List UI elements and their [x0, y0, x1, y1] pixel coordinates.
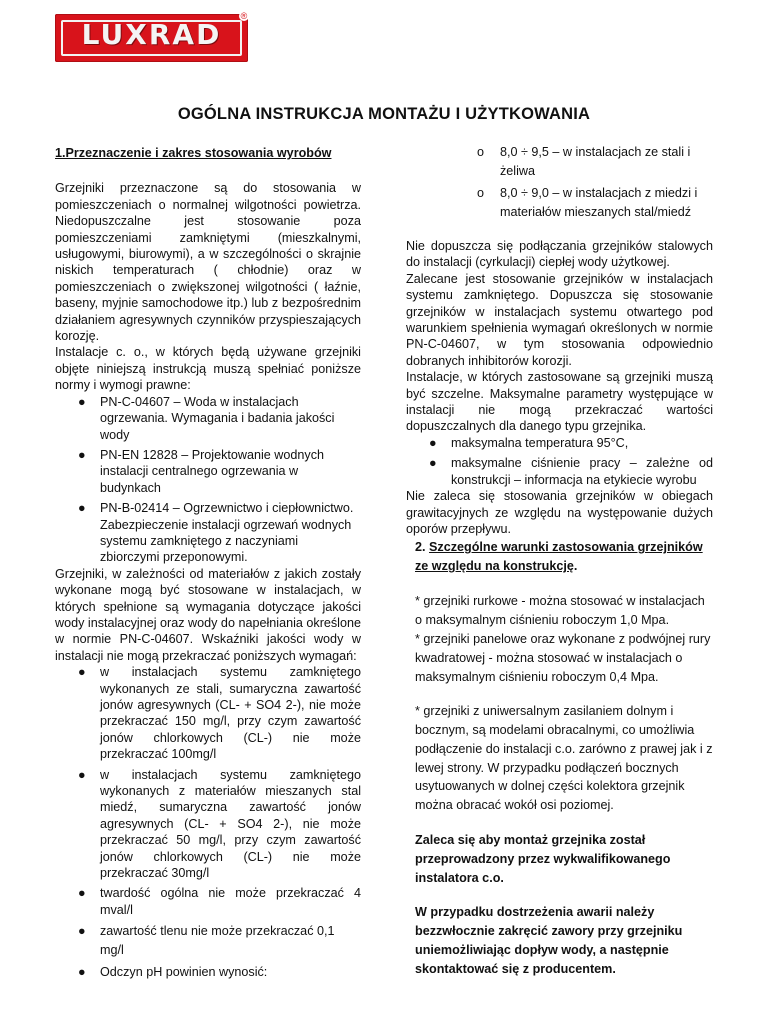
bullet-icon: ● [78, 886, 86, 901]
list-item: ● PN-C-04607 – Woda w instalacjach ogrzewania. Wymagania i badania jakości wody [78, 394, 335, 442]
dhw-paragraph: Nie dopuszcza się podłączania grzejników stalowych do instalacji (cyrkulacji) ciepłej wody użytkowej. [406, 239, 713, 270]
water-quality-paragraph: Grzejniki, w zależności od materiałów z jakich zostały wykonane mogą być stosowane w instalacjach, w których spełnione są wymagania dotyczące jakości wody instalacyjnej oraz wody do napełniania określone w normie PN-C-04607. Wskaźniki jakości wody w instalacji nie mogą przekraczać poniższych wymagań: [55, 566, 361, 663]
bullet-icon: ● [78, 447, 86, 462]
list-item: o 8,0 ÷ 9,5 – w instalacjach ze stali i żeliwa [477, 145, 691, 178]
luxrad-logo [55, 11, 248, 62]
registered-mark: ® [240, 11, 248, 21]
list-item: ● Odczyn pH powinien wynosić: [78, 965, 268, 980]
note-tubular: * grzejniki rurkowe - można stosować w instalacjach o maksymalnym ciśnieniu roboczym 1,0 Mpa. [415, 594, 705, 628]
left-column [55, 145, 361, 981]
norms-list [55, 394, 361, 566]
bullet-icon: ● [429, 435, 437, 450]
bullet-icon: ● [78, 665, 86, 680]
ph-list [405, 143, 713, 222]
bullet-icon: ● [78, 924, 86, 939]
section-2-heading: 2. Szczególne warunki zastosowania grzejników ze względu na konstrukcję. [415, 540, 703, 574]
section-1-heading: 1.Przeznaczenie i zakres stosowania wyrobów [55, 146, 332, 160]
closed-system-paragraph: Zalecane jest stosowanie grzejników w instalacjach systemu zamkniętego. Dopuszcza się stosowanie grzejników w instalacjach systemu otwartego pod warunkiem spełnienia wymagań określonych w normie PN-C-04607, w tym stosowania odpowiednio dobranych inhibitorów korozji. [406, 271, 713, 368]
note-panel: * grzejniki panelowe oraz wykonane z podwójnej rury kwadratowej - można stosować w instalacjach o maksymalnym ciśnieniu roboczym 0,4 Mpa. [415, 631, 711, 684]
note-universal: * grzejniki z uniwersalnym zasilaniem dolnym i bocznym, są modelami obracalnymi, co umożliwia podłączenie do instalacji c.o. zarówno z prawej jak i z lewej strony. W przypadku podłączeń bocznych usytuowanych w dolnej części kolektora grzejnik można obracać wokół osi poziomej. [415, 704, 713, 813]
bullet-icon: ● [78, 965, 86, 980]
failure-note: W przypadku dostrzeżenia awarii należy bezzwłocznie zakręcić zawory przy grzejniku uniemożliwiając dopływ wody, a następnie skontaktować się z producentem. [415, 905, 683, 976]
list-item: ● maksymalna temperatura 95°C, [429, 435, 629, 450]
logo-text: LUXRAD [81, 18, 222, 51]
bullet-icon: ● [78, 767, 86, 782]
purpose-paragraph: Grzejniki przeznaczone są do stosowania w pomieszczeniach o normalnej wilgotności powietrza. Niedopuszczalne jest stosowanie poza pomieszczeniami zamkniętymi (mieszkalnymi, usługowymi, biurowymi), a w szczególności o skrajnie niskich temperaturach ( chłodnie) oraz w pomieszczeniach o zwiększonej wilgotności ( łaźnie, baseny, myjnie samochodowe itp.) lub z bezpośrednim działaniem agresywnych czynników przyspieszających korozję. [55, 181, 361, 344]
list-item: ● maksymalne ciśnienie pracy – zależne od konstrukcji – informacja na etykiecie wyrobu [429, 456, 713, 487]
list-item: ● PN-B-02414 – Ogrzewnictwo i ciepłownictwo. Zabezpieczenie instalacji ogrzewań wodnych systemu zamkniętego z naczyniami zbiorczymi przeponowymi. [78, 501, 354, 565]
bullet-icon: ● [78, 394, 86, 409]
list-item: ● PN-EN 12828 – Projektowanie wodnych instalacji centralnego ogrzewania w budynkach [78, 447, 325, 495]
requirements-list [55, 664, 361, 981]
list-item: ● w instalacjach systemu zamkniętego wykonanych z materiałów mieszanych stal miedź, sumaryczna zawartość jonów agresywnych (CL- + SO4 2-), nie może przekraczać 50 mg/l, przy czym zawartość jonów chlorkowych (CL-) nie może przekraczać 30mg/l [78, 767, 361, 881]
construction-notes [406, 592, 713, 978]
list-item: ● zawartość tlenu nie może przekraczać 0,1 mg/l [78, 924, 335, 958]
tightness-paragraph: Instalacje, w których zastosowane są grzejniki muszą być szczelne. Maksymalne parametry występujące w instalacji nie mogą przekraczać wartości dopuszczalnych dla danego typu grzejnika. [406, 370, 713, 434]
list-item: o 8,0 ÷ 9,0 – w instalacjach z miedzi i materiałów mieszanych stal/miedź [477, 186, 698, 219]
circle-bullet-icon: o [477, 145, 485, 159]
right-column [406, 143, 713, 979]
bullet-icon: ● [429, 456, 437, 471]
list-item: ● w instalacjach systemu zamkniętego wykonanych ze stali, sumaryczna zawartość jonów agresywnych (CL- + SO4 2-), nie może przekraczać 150 mg/l, przy czym zawartość jonów chlorkowych (CL-) nie może przekraczać 100mg/l [78, 665, 361, 762]
list-item: ● twardość ogólna nie może przekraczać 4 mval/l [78, 886, 361, 917]
installation-paragraph: Instalacje c. o., w których będą używane grzejniki objęte niniejszą instrukcją muszą spełniać poniższe normy i wymogi prawne: [55, 345, 361, 393]
parameters-list [406, 435, 713, 488]
circle-bullet-icon: o [477, 186, 485, 200]
page-title: OGÓLNA INSTRUKCJA MONTAŻU I UŻYTKOWANIA [177, 105, 591, 123]
bullet-icon: ● [78, 501, 86, 516]
gravity-paragraph: Nie zaleca się stosowania grzejników w obiegach grawitacyjnych ze względu na występowanie dużych oporów przepływu. [406, 489, 713, 536]
installer-note: Zaleca się aby montaż grzejnika został przeprowadzony przez wykwalifikowanego instalatora c.o. [415, 833, 671, 885]
